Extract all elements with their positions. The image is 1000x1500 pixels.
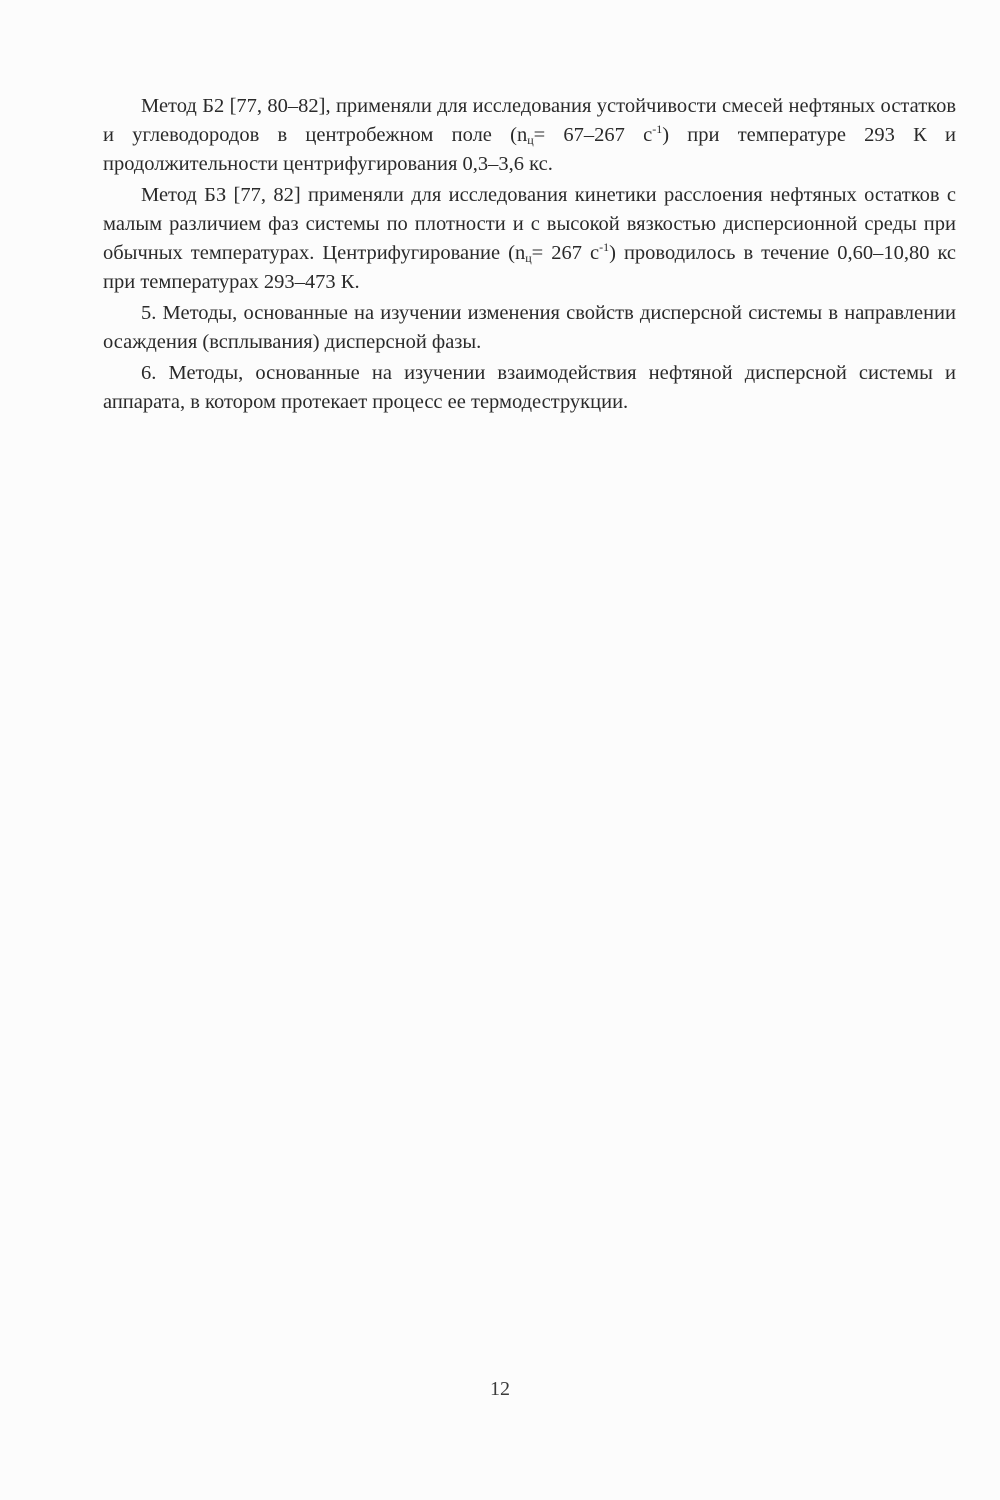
paragraph-item-6: 6. Методы, основанные на изучении взаимодействия нефтяной дисперсной системы и аппарата, в котором протекает процесс ее термодеструкции. (103, 362, 956, 413)
superscript: -1 (652, 122, 663, 136)
text-run: Метод БЗ [77, 82] применяли для исследования кинетики расслоения нефтяных остатков с малым различием фаз системы по плотности и с высокой вязкостью дисперсионной среды при обычных температурах. Центрифугирование (n (103, 184, 956, 264)
subscript: ц (527, 133, 534, 147)
text-run: ) при температуре 293 К и продолжительности центрифугирования 0,3–3,6 кс. (103, 124, 956, 175)
paragraph-method-b2 (103, 92, 956, 179)
paragraph-method-b3 (103, 181, 956, 297)
body-text (103, 92, 956, 419)
text-run: = 67–267 с (533, 124, 653, 146)
text-run: = 267 с (531, 242, 600, 264)
text-run: Метод Б2 [77, 80–82], применяли для исследования устойчивости смесей нефтяных остатков и углеводородов в центробежном поле (n (103, 95, 956, 146)
superscript: -1 (599, 240, 610, 254)
page-number: 12 (490, 1378, 510, 1400)
paragraph-item-5: 5. Методы, основанные на изучении изменения свойств дисперсной системы в направлении осаждения (всплывания) дисперсной фазы. (103, 302, 956, 353)
text-run: ) проводилось в течение 0,60–10,80 кс при температурах 293–473 К. (103, 242, 957, 293)
subscript: ц (525, 251, 532, 265)
